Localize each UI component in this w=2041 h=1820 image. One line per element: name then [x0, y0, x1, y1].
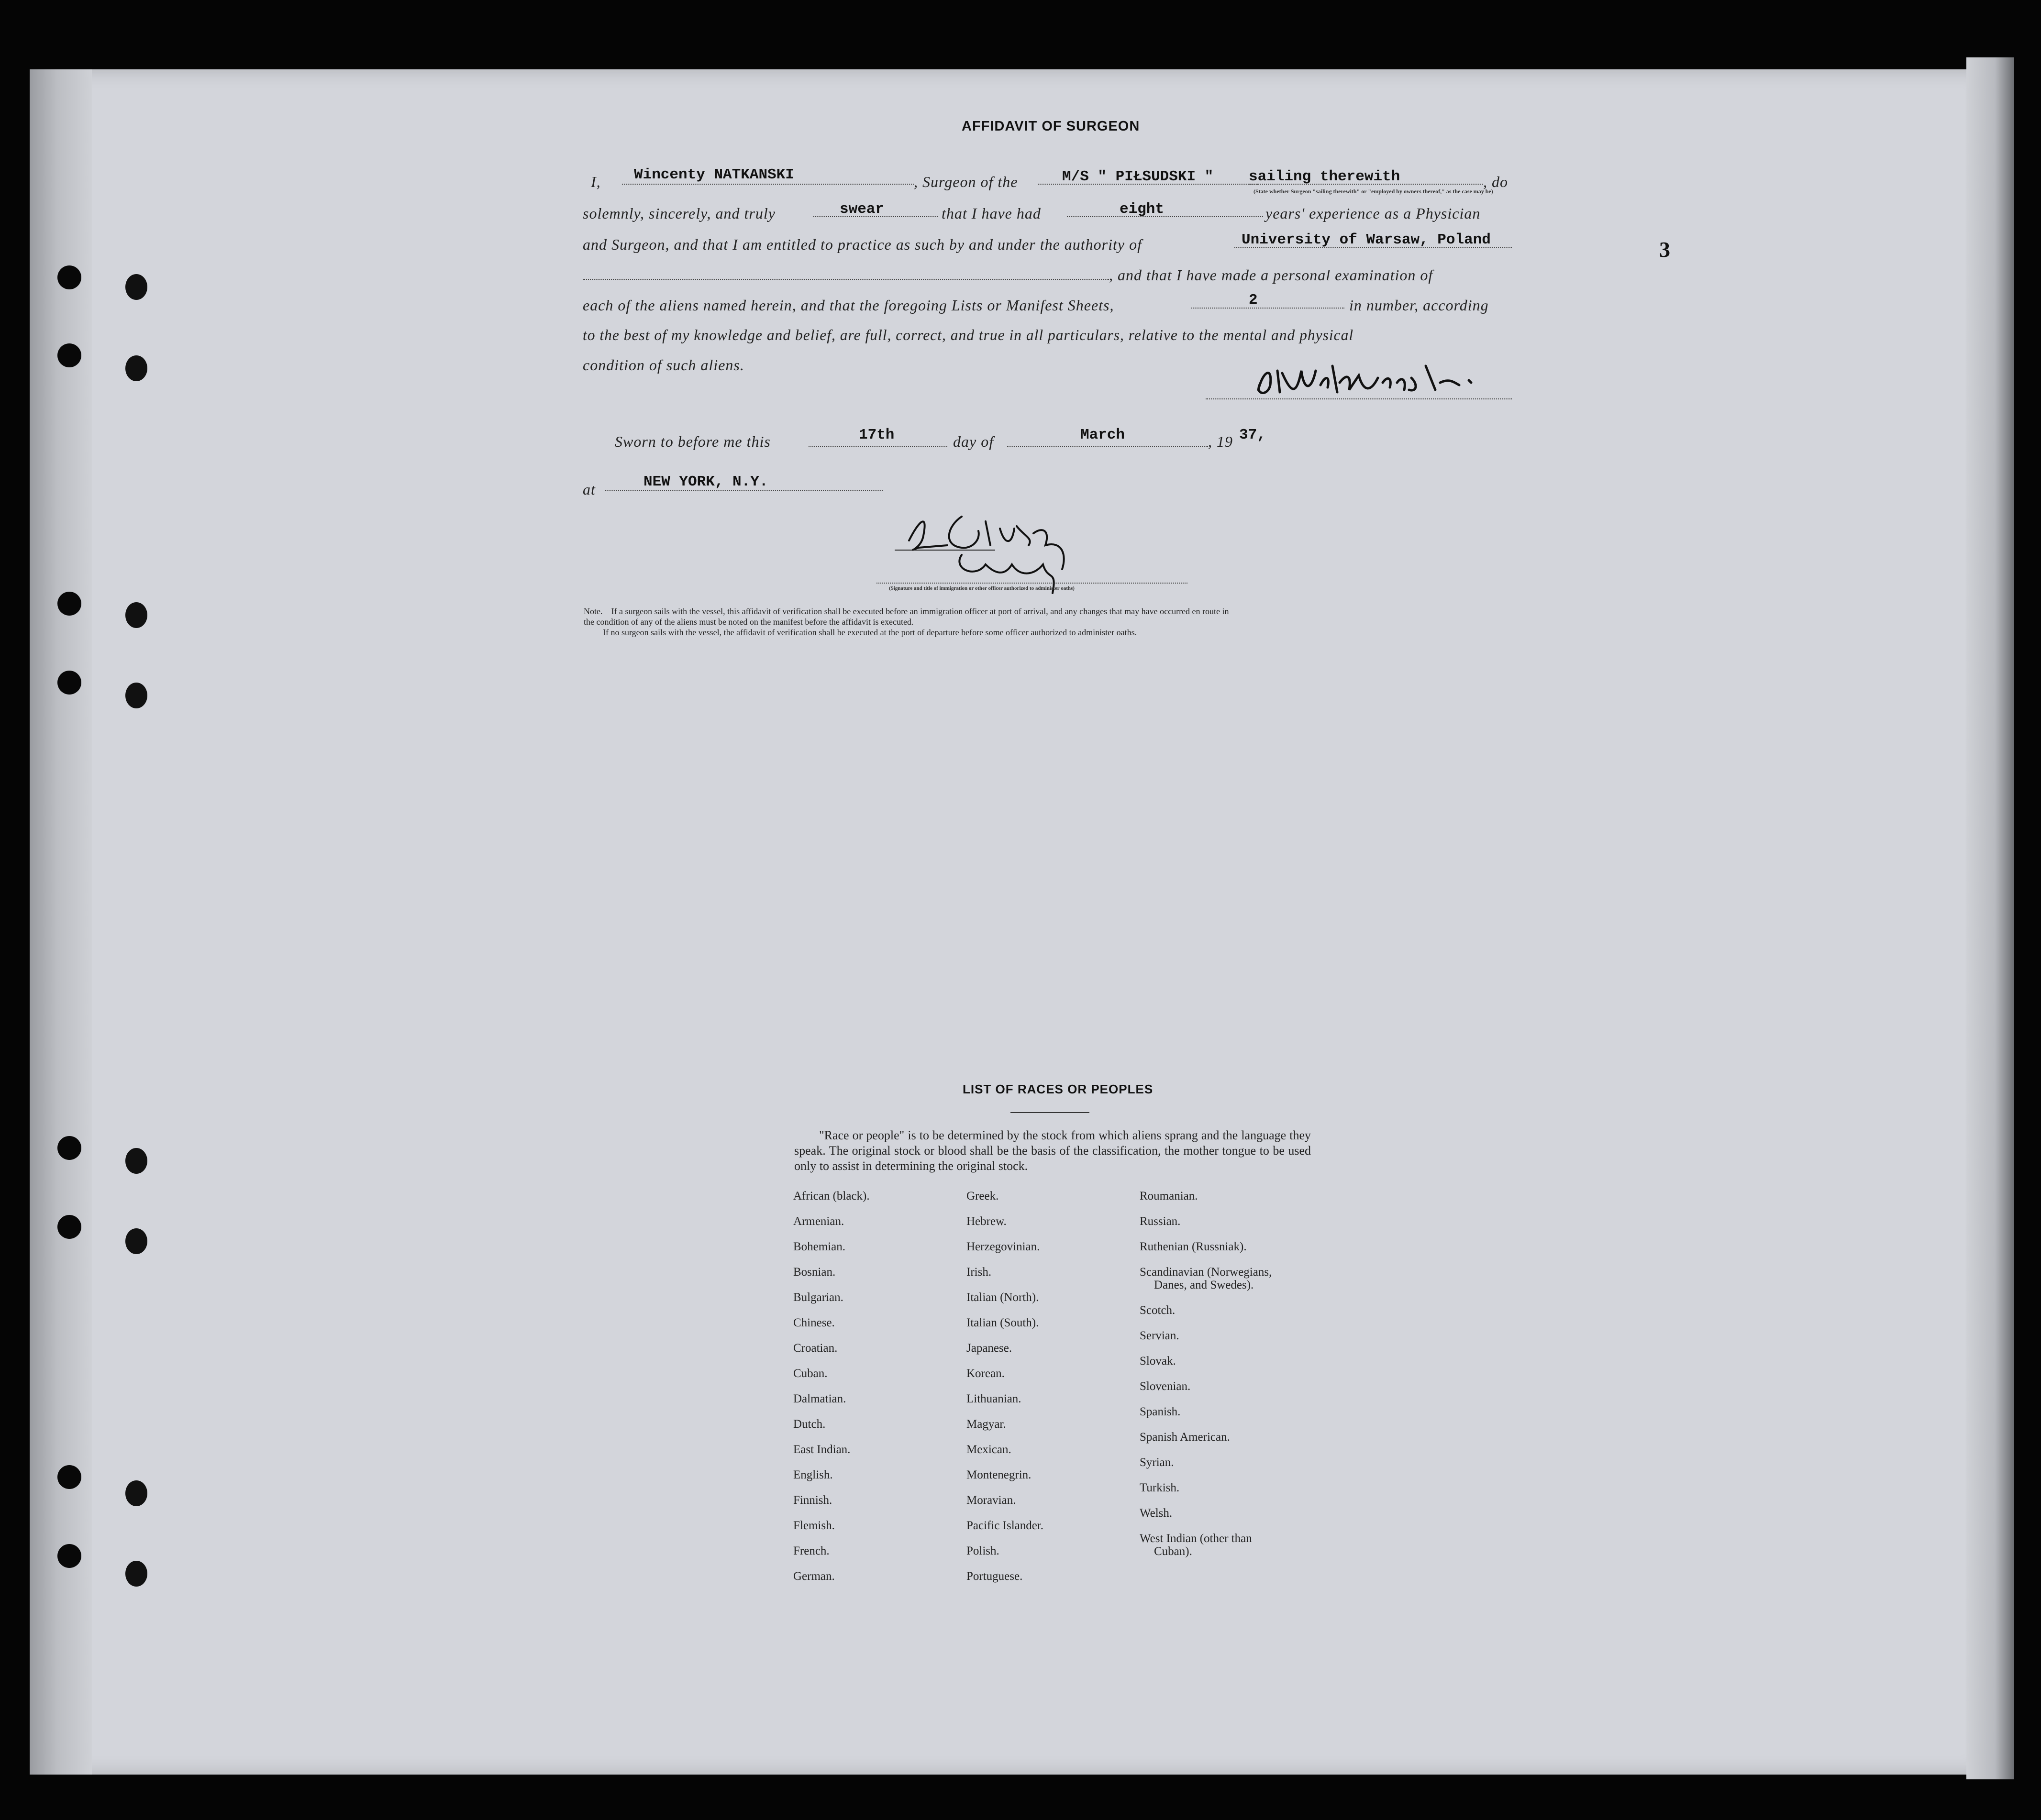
- race-entry: Cuban.: [793, 1367, 828, 1380]
- race-entry: Bulgarian.: [793, 1291, 843, 1304]
- race-entry: Italian (North).: [966, 1291, 1039, 1304]
- vessel-name: M/S " PIŁSUDSKI ": [1062, 168, 1214, 185]
- officer-signature-line: [876, 583, 1187, 584]
- sworn-place: NEW YORK, N.Y.: [643, 474, 768, 490]
- punch-hole: [57, 671, 81, 695]
- fill-line: [1234, 247, 1512, 248]
- fill-line: [809, 446, 947, 447]
- punch-hole: [57, 1544, 81, 1568]
- signature-line: [1206, 398, 1512, 399]
- race-entry: Russian.: [1140, 1215, 1181, 1228]
- punch-hole: [57, 1136, 81, 1160]
- race-entry: Syrian.: [1140, 1456, 1174, 1469]
- race-entry: Ruthenian (Russniak).: [1140, 1240, 1247, 1253]
- race-entry: Herzegovinian.: [966, 1240, 1040, 1253]
- punch-hole: [125, 1561, 147, 1587]
- race-entry: Dutch.: [793, 1418, 826, 1431]
- races-list-title: LIST OF RACES OR PEOPLES: [963, 1082, 1154, 1096]
- manifest-sheet-count: 2: [1249, 292, 1258, 309]
- race-entry: Bohemian.: [793, 1240, 846, 1253]
- race-entry: Slovak.: [1140, 1355, 1176, 1368]
- race-entry: Italian (South).: [966, 1316, 1039, 1329]
- affidavit-text: each of the aliens named herein, and that the foregoing Lists or Manifest Sheets,: [583, 297, 1114, 314]
- page-number: 3: [1659, 237, 1670, 262]
- surgeon-status: sailing therewith: [1249, 168, 1400, 185]
- officer-signature: [890, 493, 1158, 598]
- race-entry: Portuguese.: [966, 1570, 1023, 1583]
- race-entry: Cuban).: [1154, 1545, 1192, 1558]
- punch-hole: [57, 1465, 81, 1489]
- affidavit-title: AFFIDAVIT OF SURGEON: [962, 119, 1140, 134]
- race-entry: Magyar.: [966, 1418, 1006, 1431]
- race-entry: Bosnian.: [793, 1266, 836, 1279]
- race-entry: Chinese.: [793, 1316, 835, 1329]
- affidavit-note: the condition of any of the aliens must be noted on the manifest before the affidavit is executed.: [584, 617, 914, 627]
- right-page-edge: [1966, 57, 2014, 1779]
- fill-line: [1038, 184, 1258, 185]
- surgeon-signature: [1244, 356, 1531, 404]
- race-entry: Korean.: [966, 1367, 1005, 1380]
- race-entry: Armenian.: [793, 1215, 844, 1228]
- race-entry: Danes, and Swedes).: [1154, 1279, 1254, 1291]
- punch-hole: [57, 265, 81, 289]
- punch-hole: [125, 355, 147, 381]
- race-entry: English.: [793, 1468, 833, 1481]
- fill-line: [1007, 446, 1208, 447]
- officer-signature-caption: (Signature and title of immigration or other officer authorized to administer oaths): [889, 585, 1075, 591]
- sworn-day: 17th: [859, 427, 895, 443]
- fill-line: [1067, 216, 1263, 217]
- race-entry: Scotch.: [1140, 1304, 1176, 1317]
- race-entry: French.: [793, 1544, 830, 1557]
- affidavit-text: , Surgeon of the: [914, 173, 1018, 190]
- race-entry: Japanese.: [966, 1342, 1012, 1355]
- fill-line: [622, 184, 914, 185]
- race-entry: Mexican.: [966, 1443, 1011, 1456]
- race-entry: Turkish.: [1140, 1481, 1180, 1494]
- race-entry: Irish.: [966, 1266, 992, 1279]
- races-intro: "Race or people" is to be determined by the stock from which aliens sprang and the language they speak. The original stock or blood shall be the basis of the classification, the mother tongue to be used only to assist in determining the original stock.: [794, 1128, 1311, 1173]
- affidavit-text: that I have had: [942, 205, 1041, 222]
- punch-hole: [125, 1148, 147, 1174]
- punch-hole: [57, 343, 81, 367]
- punch-hole: [125, 1480, 147, 1506]
- status-instruction: (State whether Surgeon "sailing therewith" or "employed by owners thereof," as the case may be): [1253, 188, 1493, 195]
- affidavit-text: at: [583, 481, 596, 498]
- punch-hole: [57, 592, 81, 616]
- race-entry: German.: [793, 1570, 835, 1583]
- race-entry: Lithuanian.: [966, 1392, 1021, 1405]
- race-entry: Polish.: [966, 1544, 999, 1557]
- years-experience: eight: [1120, 201, 1165, 218]
- race-entry: Flemish.: [793, 1519, 835, 1532]
- race-entry: Scandinavian (Norwegians,: [1140, 1266, 1272, 1279]
- race-entry: Pacific Islander.: [966, 1519, 1044, 1532]
- affidavit-text: Sworn to before me this: [615, 433, 771, 450]
- punch-hole: [125, 683, 147, 708]
- affidavit-text: in number, according: [1349, 297, 1489, 314]
- punch-hole: [125, 274, 147, 300]
- race-entry: West Indian (other than: [1140, 1532, 1252, 1545]
- race-entry: Montenegrin.: [966, 1468, 1032, 1481]
- title-rule: [1010, 1112, 1089, 1113]
- race-entry: Finnish.: [793, 1494, 832, 1507]
- affidavit-note: If no surgeon sails with the vessel, the affidavit of verification shall be executed at the port of departure before some officer authorized to administer oaths.: [603, 628, 1137, 637]
- race-entry: East Indian.: [793, 1443, 851, 1456]
- race-entry: Moravian.: [966, 1494, 1016, 1507]
- affidavit-text: , 19: [1208, 433, 1233, 450]
- affidavit-text: solemnly, sincerely, and truly: [583, 205, 776, 222]
- race-entry: African (black).: [793, 1190, 870, 1202]
- sworn-month: March: [1080, 427, 1125, 443]
- fill-line: [1191, 308, 1344, 309]
- affidavit-text: condition of such aliens.: [583, 356, 744, 374]
- race-entry: Spanish.: [1140, 1405, 1181, 1418]
- oath-type: swear: [840, 201, 885, 218]
- punch-hole: [125, 602, 147, 628]
- license-authority: University of Warsaw, Poland: [1242, 232, 1491, 248]
- affidavit-text: and Surgeon, and that I am entitled to practice as such by and under the authority of: [583, 236, 1142, 253]
- sworn-year: 37,: [1239, 427, 1266, 443]
- race-entry: Hebrew.: [966, 1215, 1007, 1228]
- race-entry: Dalmatian.: [793, 1392, 846, 1405]
- affidavit-text: I,: [591, 173, 601, 190]
- race-entry: Servian.: [1140, 1329, 1179, 1342]
- binding-edge: [30, 69, 92, 1775]
- race-entry: Slovenian.: [1140, 1380, 1191, 1393]
- affidavit-note: Note.—If a surgeon sails with the vessel, this affidavit of verification shall be executed before an immigration officer at port of arrival, and any changes that may have occurred en route in: [584, 607, 1229, 616]
- fill-line: [813, 216, 938, 217]
- affidavit-text: to the best of my knowledge and belief, are full, correct, and true in all particulars, relative to the mental and physical: [583, 327, 1354, 343]
- race-entry: Welsh.: [1140, 1507, 1173, 1520]
- surgeon-name: Wincenty NATKANSKI: [634, 166, 794, 183]
- punch-hole: [57, 1215, 81, 1239]
- race-entry: Roumanian.: [1140, 1190, 1198, 1202]
- affidavit-text: , and that I have made a personal examination of: [1109, 266, 1433, 284]
- race-entry: Spanish American.: [1140, 1431, 1230, 1444]
- punch-hole: [125, 1228, 147, 1254]
- race-entry: Croatian.: [793, 1342, 838, 1355]
- affidavit-text: years' experience as a Physician: [1265, 205, 1481, 222]
- affidavit-text: , do: [1483, 173, 1508, 190]
- affidavit-text: day of: [953, 433, 994, 450]
- fill-line: [583, 279, 1109, 280]
- fill-line: [1249, 184, 1483, 185]
- race-entry: Greek.: [966, 1190, 999, 1202]
- fill-line: [605, 490, 883, 491]
